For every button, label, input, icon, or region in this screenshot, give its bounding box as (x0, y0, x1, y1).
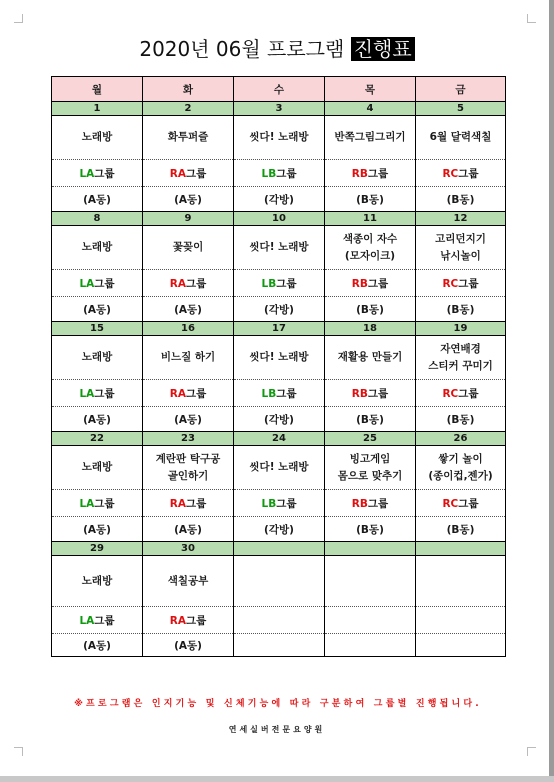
program-text: 씻다! 노래방 (249, 241, 309, 253)
weekday-mon: 월 (52, 77, 143, 102)
program-cell (325, 116, 416, 160)
group-cell (416, 160, 506, 187)
program-cell (143, 556, 234, 607)
group-suffix: 그룹 (367, 277, 389, 290)
date-cell: 8 (52, 212, 143, 226)
program-cell (234, 226, 325, 270)
group-cell (416, 270, 506, 297)
program-row (52, 446, 506, 490)
date-cell: 23 (143, 432, 234, 446)
program-text: 낚시놀이 (440, 249, 481, 262)
group-code: LB (261, 277, 277, 290)
room-cell: (B동) (325, 517, 416, 542)
group-suffix: 그룹 (276, 167, 297, 180)
program-text: 씻다! 노래방 (249, 351, 309, 363)
room-cell: (A동) (52, 634, 143, 657)
footer-institution: 연세실버전문요양원 (228, 725, 326, 734)
group-suffix: 그룹 (185, 497, 207, 510)
room-cell: (B동) (416, 297, 506, 322)
room-cell: (A동) (143, 517, 234, 542)
program-cell (143, 336, 234, 380)
group-cell (325, 270, 416, 297)
program-text: 스티커 꾸미기 (428, 359, 493, 372)
group-cell (416, 607, 506, 634)
group-suffix: 그룹 (276, 277, 297, 290)
program-cell (234, 116, 325, 160)
date-cell: 2 (143, 102, 234, 116)
group-code: RB (351, 387, 368, 400)
date-cell: 4 (325, 102, 416, 116)
group-code: LA (79, 614, 95, 627)
program-row (52, 556, 506, 607)
room-cell: (B동) (416, 517, 506, 542)
group-row (52, 607, 506, 634)
date-cell: 24 (234, 432, 325, 446)
program-row (52, 116, 506, 160)
program-text: 6월 달력색칠 (429, 131, 492, 143)
date-cell: 11 (325, 212, 416, 226)
group-code: RA (169, 497, 186, 510)
group-code: RC (442, 167, 459, 180)
group-suffix: 그룹 (94, 277, 115, 290)
schedule-table (51, 76, 506, 657)
room-cell: (각방) (234, 187, 325, 212)
page-edge-bottom (0, 776, 554, 782)
program-text: 고리던지기 (435, 232, 486, 245)
crop-mark-bottom-left (14, 747, 23, 756)
group-cell (234, 607, 325, 634)
program-text: 색칠공부 (167, 574, 209, 587)
title-main: 2020년 06월 프로그램 (139, 37, 345, 61)
group-code: RA (169, 614, 186, 627)
program-cell (52, 336, 143, 380)
group-cell (234, 380, 325, 407)
room-cell: (A동) (52, 407, 143, 432)
group-suffix: 그룹 (185, 167, 207, 180)
program-text: 노래방 (81, 241, 113, 253)
program-cell (325, 226, 416, 270)
program-cell (325, 446, 416, 490)
room-cell: (A동) (143, 297, 234, 322)
program-cell (325, 556, 416, 607)
date-cell: 26 (416, 432, 506, 446)
date-cell: 12 (416, 212, 506, 226)
program-cell (416, 446, 506, 490)
program-text: 빙고게임 (349, 452, 391, 465)
group-code: LA (79, 167, 95, 180)
date-cell: 17 (234, 322, 325, 336)
program-cell (234, 336, 325, 380)
room-cell: (A동) (52, 187, 143, 212)
group-suffix: 그룹 (367, 387, 389, 400)
group-code: LA (79, 277, 95, 290)
group-code: RB (351, 277, 368, 290)
program-cell (52, 116, 143, 160)
page-edge-right (549, 0, 554, 782)
program-cell (325, 336, 416, 380)
group-cell (143, 160, 234, 187)
weekday-tue: 화 (143, 77, 234, 102)
group-cell (416, 380, 506, 407)
group-code: LB (261, 497, 277, 510)
program-text: 몸으로 맞추기 (337, 469, 403, 482)
title-highlight: 진행표 (351, 37, 415, 61)
program-text: 쌓기 놀이 (438, 452, 483, 465)
date-row (52, 432, 506, 446)
room-row (52, 297, 506, 322)
room-row (52, 407, 506, 432)
room-cell: (B동) (325, 297, 416, 322)
group-code: RC (442, 387, 459, 400)
program-text: 자연배경 (440, 342, 481, 355)
group-cell (325, 490, 416, 517)
group-cell (143, 490, 234, 517)
group-row (52, 270, 506, 297)
room-cell: (각방) (234, 517, 325, 542)
group-code: RB (351, 497, 368, 510)
group-code: LB (261, 167, 277, 180)
group-cell (143, 380, 234, 407)
group-suffix: 그룹 (94, 614, 115, 627)
date-row (52, 322, 506, 336)
room-cell: (각방) (234, 297, 325, 322)
group-suffix: 그룹 (367, 167, 389, 180)
program-cell (143, 446, 234, 490)
program-text: 노래방 (81, 574, 113, 587)
date-cell: 29 (52, 542, 143, 556)
group-code: RA (169, 387, 186, 400)
group-cell (416, 490, 506, 517)
program-row (52, 226, 506, 270)
room-cell: (A동) (143, 187, 234, 212)
page-title (0, 36, 554, 62)
date-cell: 16 (143, 322, 234, 336)
group-cell (325, 160, 416, 187)
program-cell (52, 446, 143, 490)
program-cell (143, 226, 234, 270)
date-cell: 22 (52, 432, 143, 446)
room-cell: (B동) (416, 407, 506, 432)
group-suffix: 그룹 (458, 497, 479, 510)
date-cell: 30 (143, 542, 234, 556)
group-suffix: 그룹 (367, 497, 389, 510)
room-row (52, 634, 506, 657)
date-cell: 18 (325, 322, 416, 336)
program-cell (416, 556, 506, 607)
program-text: 재활용 만들기 (337, 351, 403, 363)
group-code: LA (79, 497, 95, 510)
date-cell: 19 (416, 322, 506, 336)
group-cell (52, 607, 143, 634)
group-cell (52, 490, 143, 517)
room-cell: (B동) (416, 187, 506, 212)
group-row (52, 160, 506, 187)
group-suffix: 그룹 (185, 387, 207, 400)
program-text: 꽃꽂이 (172, 241, 204, 253)
group-row (52, 380, 506, 407)
crop-mark-top-left (14, 14, 23, 23)
group-cell (143, 270, 234, 297)
date-cell: 3 (234, 102, 325, 116)
date-cell: 9 (143, 212, 234, 226)
group-cell (234, 270, 325, 297)
weekday-wed: 수 (234, 77, 325, 102)
room-cell: (A동) (52, 517, 143, 542)
weekday-header-row (52, 77, 506, 102)
group-suffix: 그룹 (276, 387, 297, 400)
group-suffix: 그룹 (185, 277, 207, 290)
crop-mark-bottom-right (527, 747, 536, 756)
date-cell: 25 (325, 432, 416, 446)
room-cell: (A동) (143, 634, 234, 657)
room-cell: (B동) (325, 407, 416, 432)
program-cell (234, 446, 325, 490)
program-text: 골인하기 (167, 469, 209, 482)
program-row (52, 336, 506, 380)
program-text: 노래방 (81, 351, 113, 363)
room-cell (416, 634, 506, 657)
group-code: RA (169, 277, 186, 290)
program-cell (416, 226, 506, 270)
program-cell (143, 116, 234, 160)
date-cell (416, 542, 506, 556)
program-text: (종이컵,젠가) (428, 469, 493, 482)
room-cell (325, 634, 416, 657)
program-text: 노래방 (81, 131, 113, 143)
room-cell: (A동) (52, 297, 143, 322)
group-suffix: 그룹 (94, 167, 115, 180)
group-cell (234, 490, 325, 517)
room-cell (234, 634, 325, 657)
program-text: 화투퍼즐 (167, 131, 209, 143)
room-cell: (각방) (234, 407, 325, 432)
group-code: RB (351, 167, 368, 180)
weekday-fri: 금 (416, 77, 506, 102)
group-code: RC (442, 277, 459, 290)
group-code: RA (169, 167, 186, 180)
room-cell: (A동) (143, 407, 234, 432)
group-cell (234, 160, 325, 187)
program-text: 노래방 (81, 461, 113, 473)
group-suffix: 그룹 (276, 497, 297, 510)
program-text: 반쪽그림그리기 (334, 131, 406, 143)
group-row (52, 490, 506, 517)
program-text: 비느질 하기 (160, 351, 216, 363)
date-row (52, 102, 506, 116)
date-cell: 10 (234, 212, 325, 226)
group-cell (143, 607, 234, 634)
program-cell (52, 226, 143, 270)
group-cell (325, 607, 416, 634)
program-text: 계란판 탁구공 (155, 452, 221, 465)
date-cell (325, 542, 416, 556)
group-cell (52, 270, 143, 297)
group-code: RC (442, 497, 459, 510)
date-row (52, 212, 506, 226)
group-suffix: 그룹 (94, 497, 115, 510)
group-code: LB (261, 387, 277, 400)
program-text: (모자이크) (344, 249, 396, 262)
group-suffix: 그룹 (185, 614, 207, 627)
date-cell (234, 542, 325, 556)
program-cell (52, 556, 143, 607)
date-cell: 5 (416, 102, 506, 116)
program-cell (234, 556, 325, 607)
date-row (52, 542, 506, 556)
group-suffix: 그룹 (458, 277, 479, 290)
group-cell (52, 160, 143, 187)
room-row (52, 517, 506, 542)
program-note: ※프로그램은 인지기능 및 신체기능에 따라 구분하여 그룹별 진행됩니다. (74, 699, 482, 709)
group-suffix: 그룹 (458, 167, 479, 180)
crop-mark-top-right (527, 14, 536, 23)
group-cell (325, 380, 416, 407)
program-text: 색종이 자수 (342, 232, 398, 245)
group-code: LA (79, 387, 95, 400)
room-cell: (B동) (325, 187, 416, 212)
room-row (52, 187, 506, 212)
group-cell (52, 380, 143, 407)
program-text: 씻다! 노래방 (249, 131, 309, 143)
program-cell (416, 116, 506, 160)
date-cell: 1 (52, 102, 143, 116)
program-text: 씻다! 노래방 (249, 461, 309, 473)
weekday-thu: 목 (325, 77, 416, 102)
date-cell: 15 (52, 322, 143, 336)
group-suffix: 그룹 (458, 387, 479, 400)
group-suffix: 그룹 (94, 387, 115, 400)
program-cell (416, 336, 506, 380)
